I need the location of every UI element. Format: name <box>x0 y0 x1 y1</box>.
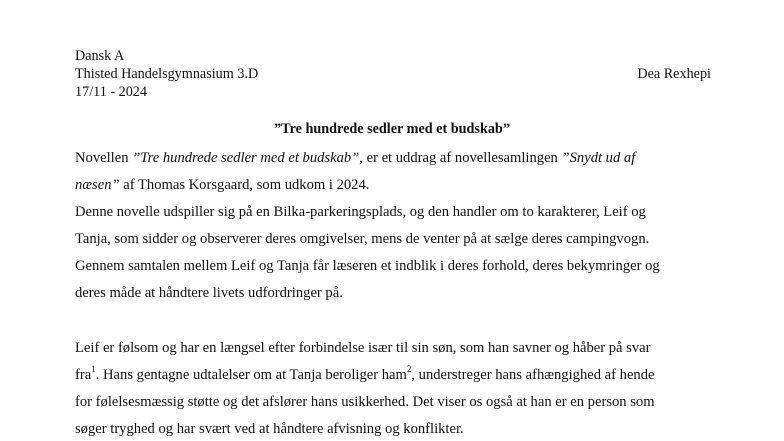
paragraph-1-line-6: deres måde at håndtere livets udfordringer på. <box>75 285 343 301</box>
paragraph-1-line-5: Gennem samtalen mellem Leif og Tanja får læseren et indblik i deres forhold, deres bekymringer og <box>75 258 660 274</box>
author-name: Dea Rexhepi <box>637 66 711 82</box>
document-date: 17/11 - 2024 <box>75 84 147 100</box>
paragraph-1-line-2 <box>75 176 369 194</box>
paragraph-1-line-3: Denne novelle udspiller sig på en Bilka-parkeringsplads, og den handler om to karakterer, Leif og <box>75 204 646 220</box>
paragraph-2-line-4: søger tryghed og har svært ved at håndtere afvisning og konflikter. <box>75 421 464 437</box>
collection-title-italic-cont: næsen” <box>75 177 120 193</box>
text-run: . Hans gentagne udtalelser om at Tanja beroliger ham <box>95 367 407 383</box>
footnote-ref-1[interactable]: 1 <box>91 364 96 375</box>
school-name: Thisted Handelsgymnasium 3.D <box>75 66 259 82</box>
paragraph-1-line-1 <box>75 149 635 167</box>
header-date-line <box>75 83 711 101</box>
header-course-line <box>75 47 711 65</box>
text-run: af Thomas Korsgaard, som udkom i 2024. <box>119 177 370 193</box>
course-name: Dansk A <box>75 48 125 64</box>
text-run: , understreger hans afhængighed af hende <box>411 367 655 383</box>
document-header <box>75 47 711 101</box>
footnote-ref-2[interactable]: 2 <box>406 364 412 375</box>
collection-title-italic: ”Snydt ud af <box>561 150 636 166</box>
story-title-italic: ”Tre hundrede sedler med et budskab”, <box>132 150 363 166</box>
paragraph-2-line-1: Leif er følsom og har en længsel efter forbindelse især til sin søn, som han savner og håber på svar <box>75 340 651 356</box>
text-run: fra <box>75 367 92 383</box>
text-run: er et uddrag af novellesamlingen <box>362 150 562 166</box>
document-title: ”Tre hundrede sedler med et budskab” <box>274 121 510 137</box>
paragraph-2-line-3: for følelsesmæssig støtte og det afslører hans usikkerhed. Det viser os også at han er en person som <box>75 394 655 410</box>
paragraph-2-line-2 <box>75 366 655 384</box>
paragraph-1-line-4: Tanja, som sidder og observerer deres omgivelser, mens de venter på at sælge deres campingvogn. <box>75 231 650 247</box>
text-run: Novellen <box>75 150 133 166</box>
header-school-line <box>75 65 711 83</box>
